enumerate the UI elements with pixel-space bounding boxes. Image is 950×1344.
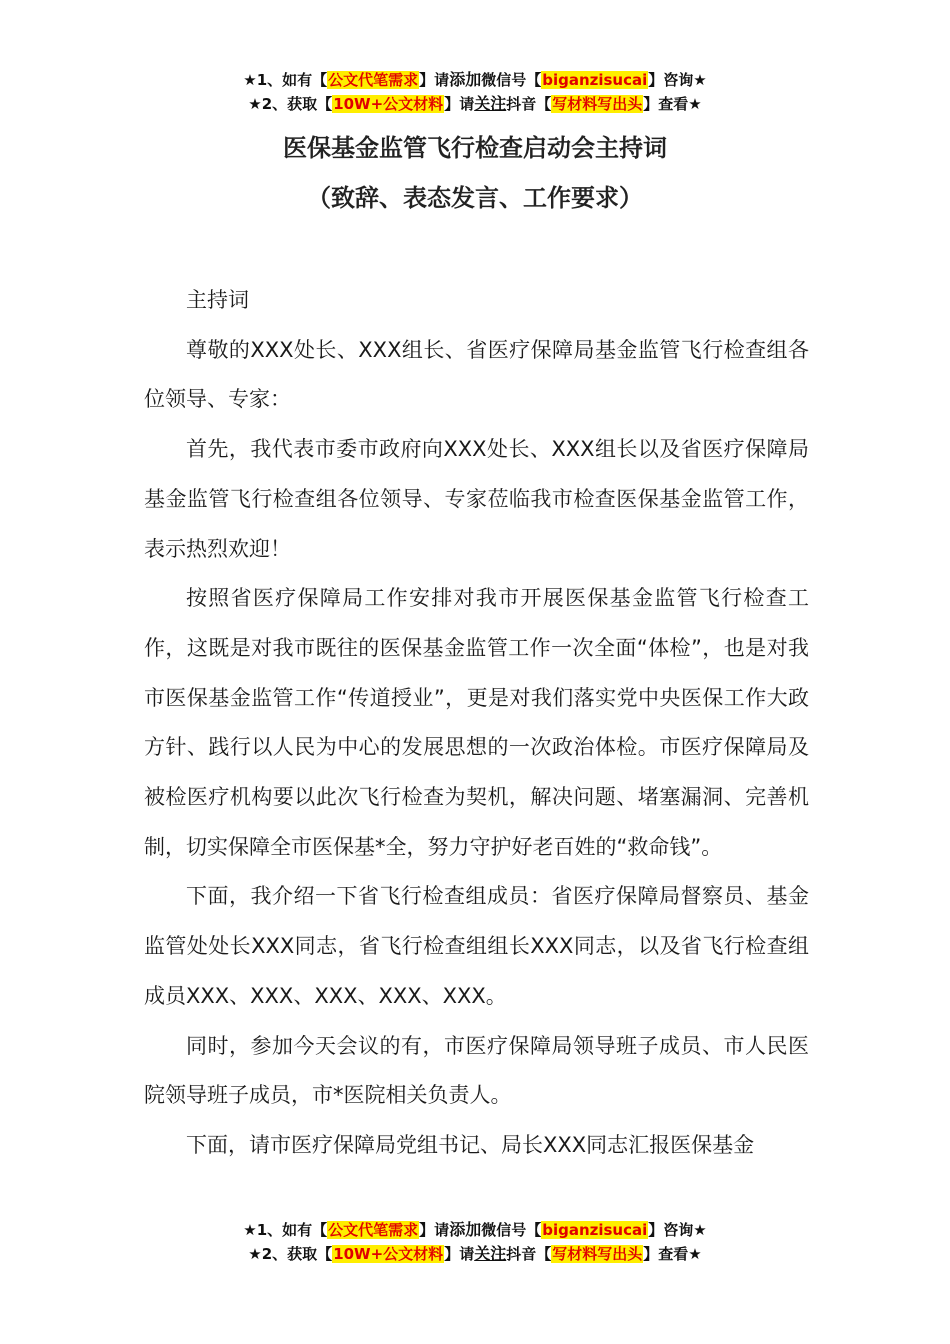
promo-text: 】查看★ <box>643 1245 702 1263</box>
paragraph: 下面，我介绍一下省飞行检查组成员：省医疗保障局督察员、基金监管处处长XXX同志，省飞行检查组组长XXX同志，以及省飞行检查组成员XXX、XXX、XXX、XXX、XXX。 <box>144 884 809 1008</box>
promo-text: ★2、获取【 <box>248 1245 333 1263</box>
promo-text: ★2、获取【 <box>248 95 333 113</box>
promo-line-2 <box>0 1242 950 1266</box>
promo-highlight: 写材料写出头 <box>552 95 643 113</box>
promo-highlight: 写材料写出头 <box>552 1245 643 1263</box>
header-promo <box>0 68 950 116</box>
promo-text: 】请 <box>419 71 450 89</box>
paragraph: 首先，我代表市委市政府向XXX处长、XXX组长以及省医疗保障局基金监管飞行检查组各位领导、专家莅临我市检查医保基金监管工作，表示热烈欢迎！ <box>144 437 809 561</box>
promo-highlight: 公文代笔需求 <box>328 1221 419 1239</box>
paragraph: 下面，请市医疗保障局党组书记、局长XXX同志汇报医保基金 <box>186 1132 755 1157</box>
promo-text: 】请 <box>444 95 475 113</box>
promo-text: 微信号【 <box>481 71 542 89</box>
promo-text: 】请 <box>419 1221 450 1239</box>
promo-highlight: biganzisucai <box>542 71 648 89</box>
promo-line-1 <box>0 68 950 92</box>
paragraph: 按照省医疗保障局工作安排对我市开展医保基金监管飞行检查工作，这既是对我市既往的医保基金监管工作一次全面“体检”，也是对我市医保基金监管工作“传道授业”，更是对我们落实党中央医保工作大政方针、践行以人民为中心的发展思想的一次政治体检。市医疗保障局及被检医疗机构要以此次飞行检查为契机，解决问题、堵塞漏洞、完善机制，切实保障全市医保基*全，努力守护好老百姓的“救命钱”。 <box>144 586 809 859</box>
promo-text: ★1、如有【 <box>243 1221 328 1239</box>
document-subtitle: （致辞、表态发言、工作要求） <box>307 184 643 212</box>
promo-emphasis: 关注 <box>474 94 507 113</box>
promo-line-2 <box>0 92 950 116</box>
promo-text: 抖音【 <box>506 1245 552 1263</box>
promo-highlight: biganzisucai <box>542 1221 648 1239</box>
document-body <box>144 276 809 1171</box>
promo-text: 】查看★ <box>643 95 702 113</box>
promo-emphasis: 添加 <box>449 70 482 89</box>
promo-text: 】请 <box>444 1245 475 1263</box>
promo-highlight: 公文代笔需求 <box>328 71 419 89</box>
promo-line-1 <box>0 1218 950 1242</box>
promo-text: 】咨询★ <box>648 1221 707 1239</box>
promo-highlight: 10W+公文材料 <box>333 95 444 113</box>
promo-text: 】咨询★ <box>648 71 707 89</box>
promo-text: 微信号【 <box>481 1221 542 1239</box>
paragraph: 尊敬的XXX处长、XXX组长、省医疗保障局基金监管飞行检查组各位领导、专家： <box>144 337 809 412</box>
promo-text: ★1、如有【 <box>243 71 328 89</box>
paragraph: 同时，参加今天会议的有，市医疗保障局领导班子成员、市人民医院领导班子成员，市*医院相关负责人。 <box>144 1033 809 1108</box>
paragraph: 主持词 <box>186 288 249 312</box>
document-title: 医保基金监管飞行检查启动会主持词 <box>283 134 667 162</box>
promo-highlight: 10W+公文材料 <box>333 1245 444 1263</box>
promo-text: 抖音【 <box>506 95 552 113</box>
promo-emphasis: 添加 <box>449 1220 482 1239</box>
promo-emphasis: 关注 <box>474 1244 507 1263</box>
footer-promo <box>0 1218 950 1266</box>
